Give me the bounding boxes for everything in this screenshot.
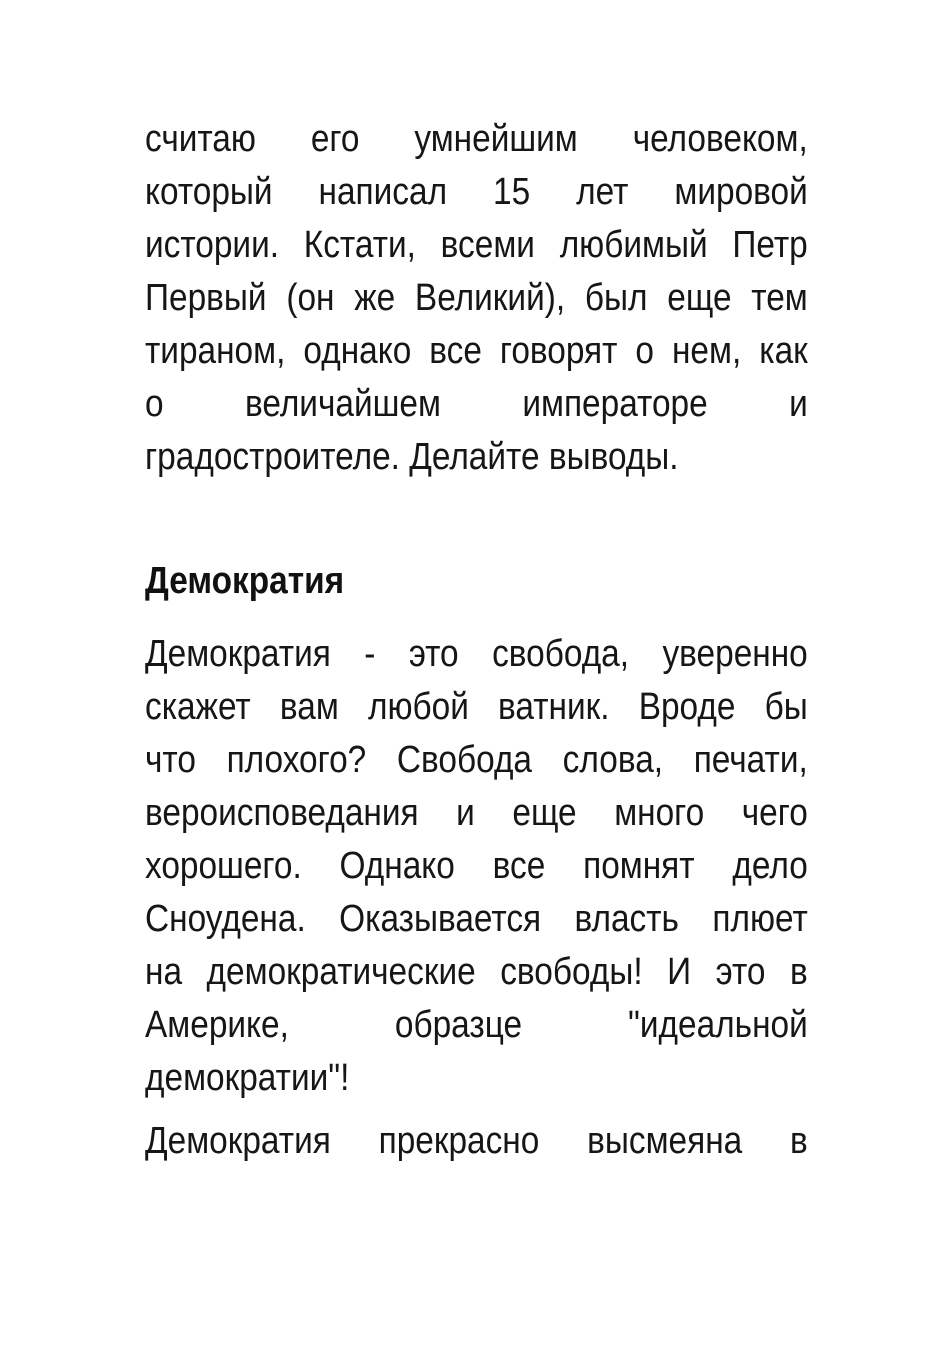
paragraph	[145, 1115, 808, 1168]
text-line: тираном, однако все говорят о нем, как	[145, 330, 808, 372]
text-line: Демократия прекрасно высмеяна в	[145, 1120, 808, 1162]
text-line: демократии"!	[145, 1057, 350, 1099]
text-line: на демократические свободы! И это в	[145, 951, 808, 993]
text-line: Первый (он же Великий), был еще тем	[145, 277, 808, 319]
text-line: который написал 15 лет мировой	[145, 171, 808, 213]
text-line: градостроителе. Делайте выводы.	[145, 436, 679, 478]
text-line: хорошего. Однако все помнят дело	[145, 845, 808, 887]
text-line: Демократия - это свобода, уверенно	[145, 633, 808, 675]
text-line: что плохого? Свобода слова, печати,	[145, 739, 808, 781]
text-line: вероисповедания и еще много чего	[145, 792, 808, 834]
section-heading: Демократия	[145, 560, 345, 602]
text-line: истории. Кстати, всеми любимый Петр	[145, 224, 808, 266]
text-line: скажет вам любой ватник. Вроде бы	[145, 686, 808, 728]
paragraph	[145, 113, 808, 484]
paragraph	[145, 628, 808, 1105]
text-line: Америке, образце "идеальной	[145, 1004, 808, 1046]
text-column	[145, 113, 808, 1178]
text-line: о величайшем императоре и	[145, 383, 808, 425]
text-line: Сноудена. Оказывается власть плюет	[145, 898, 808, 940]
text-line: считаю его умнейшим человеком,	[145, 118, 808, 160]
